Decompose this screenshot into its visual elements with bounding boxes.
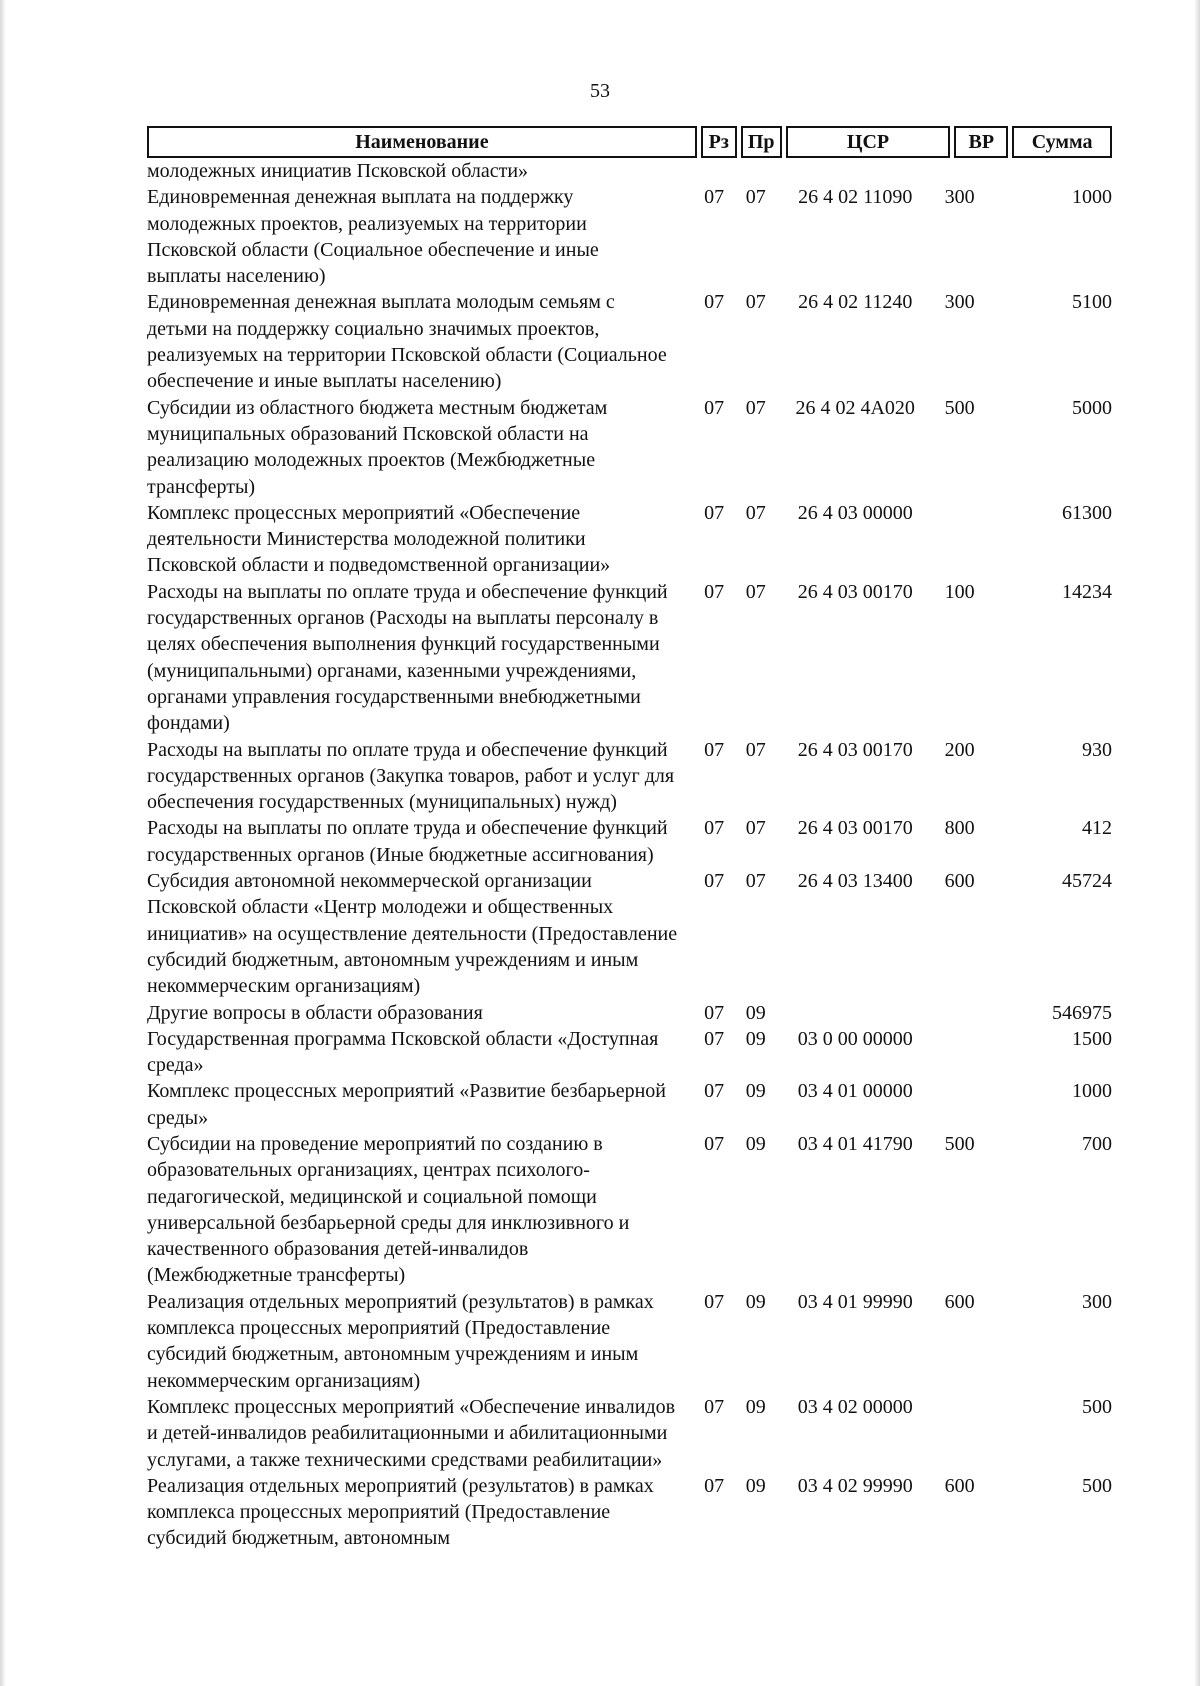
cell-pr: 09 [745, 1001, 766, 1024]
table-row [147, 1026, 1112, 1079]
table-row [147, 1131, 1112, 1289]
table-row [147, 868, 1112, 999]
cell-rz: 07 [704, 1474, 725, 1497]
cell-name: Единовременная денежная выплата молодым семьям с детьми на поддержку социально значимых проектов, реализуемых на территории Псковской области (Социальное обеспечение и иные выплаты населению) [147, 291, 667, 393]
cell-sum: 412 [1081, 817, 1112, 840]
cell-sum: 14234 [1061, 580, 1112, 603]
table-row [147, 1078, 1112, 1131]
cell-pr: 09 [745, 1395, 766, 1418]
cell-csr: 03 4 02 99990 [797, 1474, 913, 1497]
cell-name: молодежных инициатив Псковской области» [147, 160, 529, 182]
cell-vr [936, 1078, 984, 1131]
cell-name: Единовременная денежная выплата на поддержку молодежных проектов, реализуемых на территории Псковской области (Социальное обеспечение и иные выплаты населению) [147, 186, 599, 288]
cell-sum: 500 [1081, 1395, 1112, 1418]
cell-vr [936, 500, 984, 579]
cell-sum: 300 [1081, 1290, 1112, 1313]
cell-rz: 07 [704, 501, 725, 524]
cell-sum: 61300 [1061, 501, 1112, 524]
header-vr: ВР [954, 126, 1008, 158]
cell-name: Комплекс процессных мероприятий «Развитие безбарьерной среды» [147, 1080, 666, 1129]
table-body [147, 158, 1112, 1552]
budget-table [147, 126, 1112, 1552]
cell-vr [936, 158, 984, 184]
header-sum: Сумма [1012, 126, 1112, 158]
cell-name: Расходы на выплаты по оплате труда и обеспечение функций государственных органов (Расходы на выплаты персоналу в целях обеспечения выполнения функций государственными (муниципальными) органами, казенными учреждениями, органами управления государственными внебюджетными фондами) [147, 580, 668, 735]
cell-name: Реализация отдельных мероприятий (результатов) в рамках комплекса процессных мероприятий (Предоставление субсидий бюджетным, автономным учреждениям и иным некоммерческим организациям) [147, 1290, 654, 1392]
cell-rz: 07 [704, 1132, 725, 1155]
cell-name: Субсидии на проведение мероприятий по созданию в образовательных организациях, центрах психолого-педагогической, медицинской и социальной помощи универсальной безбарьерной среды для инклюзивного и качественного образования детей-инвалидов (Межбюджетные трансферты) [147, 1132, 630, 1287]
cell-rz: 07 [704, 1027, 725, 1050]
cell-csr: 03 4 02 00000 [797, 1395, 913, 1418]
cell-name: Субсидия автономной некоммерческой организации Псковской области «Центр молодежи и общественных инициатив» на осуществление деятельности (Предоставление субсидий бюджетным, автономным учреждениям и иным некоммерческим организациям) [147, 870, 678, 998]
cell-sum: 1000 [1071, 186, 1112, 209]
cell-sum: 1000 [1071, 1080, 1112, 1103]
table-row [147, 158, 1112, 184]
table-row [147, 1000, 1112, 1026]
cell-rz: 07 [704, 738, 725, 761]
cell-csr: 03 4 01 99990 [797, 1290, 913, 1313]
table-row [147, 815, 1112, 868]
cell-rz: 07 [704, 1001, 725, 1024]
cell-csr: 26 4 02 4А020 [795, 396, 915, 419]
cell-pr [737, 158, 775, 184]
cell-pr: 07 [745, 580, 766, 603]
cell-vr: 200 [944, 738, 975, 761]
cell-pr: 07 [745, 291, 766, 314]
cell-vr: 600 [944, 1474, 975, 1497]
table-row [147, 395, 1112, 500]
cell-pr: 07 [745, 817, 766, 840]
cell-vr: 600 [944, 870, 975, 893]
cell-rz: 07 [704, 580, 725, 603]
cell-name: Другие вопросы в области образования [147, 1001, 483, 1024]
table-row [147, 1473, 1112, 1552]
cell-csr: 26 4 03 00000 [797, 501, 913, 524]
table-row [147, 289, 1112, 394]
header-csr: ЦСР [786, 126, 951, 158]
cell-pr: 09 [745, 1474, 766, 1497]
cell-csr: 26 4 03 13400 [797, 870, 913, 893]
cell-pr: 07 [745, 396, 766, 419]
cell-sum: 546975 [1051, 1001, 1112, 1024]
cell-rz: 07 [704, 1290, 725, 1313]
cell-vr [936, 1000, 984, 1026]
cell-vr: 600 [944, 1290, 975, 1313]
cell-sum [983, 158, 1112, 184]
cell-name: Реализация отдельных мероприятий (результатов) в рамках комплекса процессных мероприятий (Предоставление субсидий бюджетным, автономным [147, 1474, 654, 1550]
cell-pr: 07 [745, 738, 766, 761]
cell-vr: 500 [944, 396, 975, 419]
cell-sum: 930 [1081, 738, 1112, 761]
cell-csr: 26 4 02 11090 [798, 186, 913, 209]
table-row [147, 1394, 1112, 1473]
cell-pr: 09 [745, 1132, 766, 1155]
cell-name: Расходы на выплаты по оплате труда и обеспечение функций государственных органов (Иные бюджетные ассигнования) [147, 817, 668, 866]
cell-sum: 1500 [1071, 1027, 1112, 1050]
table-row [147, 1289, 1112, 1394]
cell-vr: 500 [944, 1132, 975, 1155]
table-row [147, 579, 1112, 737]
cell-vr [936, 1026, 984, 1079]
cell-sum: 5100 [1071, 291, 1112, 314]
cell-csr [775, 1000, 936, 1026]
cell-csr: 26 4 02 11240 [798, 291, 913, 314]
cell-pr: 07 [745, 186, 766, 209]
cell-name: Комплекс процессных мероприятий «Обеспечение деятельности Министерства молодежной политики Псковской области и подведомственной организации» [147, 501, 611, 577]
cell-csr: 03 4 01 00000 [797, 1080, 913, 1103]
cell-csr: 26 4 03 00170 [797, 738, 913, 761]
cell-csr: 03 4 01 41790 [797, 1132, 913, 1155]
cell-vr: 300 [944, 186, 975, 209]
cell-sum: 700 [1081, 1132, 1112, 1155]
page-number: 53 [590, 80, 610, 102]
cell-name: Расходы на выплаты по оплате труда и обеспечение функций государственных органов (Закупка товаров, работ и услуг для обеспечения государственных (муниципальных) нужд) [147, 738, 675, 814]
cell-name: Комплекс процессных мероприятий «Обеспечение инвалидов и детей-инвалидов реабилитационными и абилитационными услугами, а также техническими средствами реабилитации» [147, 1395, 676, 1471]
cell-rz: 07 [704, 817, 725, 840]
cell-sum: 5000 [1071, 396, 1112, 419]
cell-csr [775, 158, 936, 184]
cell-vr: 800 [944, 817, 975, 840]
cell-vr [936, 1394, 984, 1473]
scan-edge-right [1194, 0, 1200, 1686]
cell-csr: 03 0 00 00000 [797, 1027, 913, 1050]
cell-csr: 26 4 03 00170 [797, 580, 913, 603]
cell-vr: 300 [944, 291, 975, 314]
cell-csr: 26 4 03 00170 [797, 817, 913, 840]
cell-sum: 45724 [1061, 870, 1112, 893]
header-pr: Пр [741, 126, 782, 158]
cell-sum: 500 [1081, 1474, 1112, 1497]
cell-rz: 07 [704, 291, 725, 314]
cell-vr: 100 [944, 580, 975, 603]
cell-rz: 07 [704, 1080, 725, 1103]
cell-rz: 07 [704, 186, 725, 209]
cell-rz: 07 [704, 870, 725, 893]
cell-pr: 07 [745, 870, 766, 893]
cell-rz: 07 [704, 396, 725, 419]
cell-name: Государственная программа Псковской области «Доступная среда» [147, 1027, 659, 1077]
table-header [147, 126, 1112, 158]
table-row [147, 500, 1112, 579]
header-rz: Рз [701, 126, 737, 158]
cell-name: Субсидии из областного бюджета местным бюджетам муниципальных образований Псковской области на реализацию молодежных проектов (Межбюджетные трансферты) [147, 396, 608, 498]
cell-pr: 07 [745, 501, 766, 524]
header-name: Наименование [147, 126, 697, 158]
scan-edge-left [0, 0, 6, 1686]
table-row [147, 737, 1112, 816]
table-row [147, 184, 1112, 289]
cell-pr: 09 [745, 1027, 766, 1050]
cell-pr: 09 [745, 1080, 766, 1103]
cell-pr: 09 [745, 1290, 766, 1313]
cell-rz: 07 [704, 1395, 725, 1418]
cell-rz [691, 158, 737, 184]
